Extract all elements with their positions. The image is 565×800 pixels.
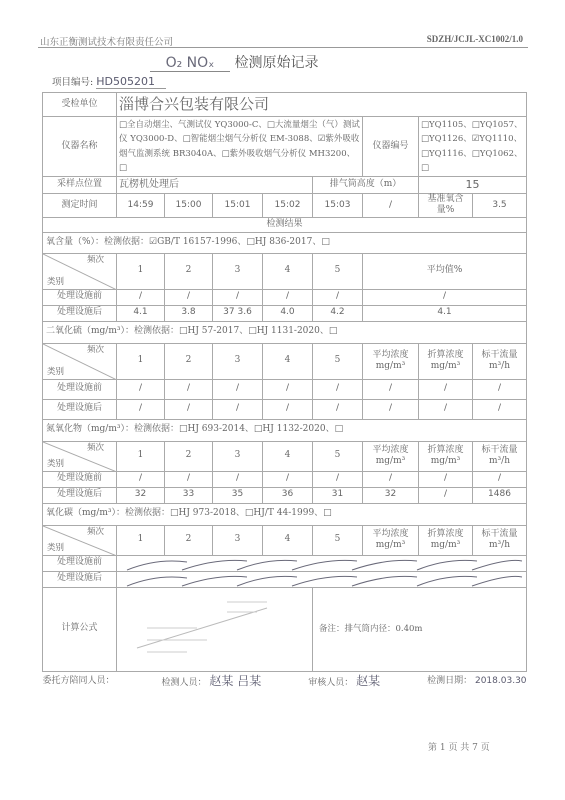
time-label: 测定时间	[43, 194, 117, 218]
freq-label: 频次	[86, 526, 104, 537]
time-1: 14:59	[117, 194, 165, 218]
o2-avg-label: 平均值%	[363, 253, 527, 289]
so2-diag-header	[43, 343, 117, 379]
faded-formula-icon	[117, 588, 317, 672]
results-title: 检测结果	[43, 217, 527, 232]
client-value: 淄博合兴包装有限公司	[117, 93, 527, 117]
nox-before-avg: /	[363, 471, 419, 487]
time-3: 15:01	[213, 194, 263, 218]
co-before-strikeout	[117, 555, 527, 571]
instrument-ids: □YQ1105、□YQ1057、□YQ1126、☑YQ1110、□YQ1116、□YQ1062、□	[419, 117, 527, 177]
co-col-2: 2	[165, 525, 213, 555]
so2-after-flow: /	[473, 399, 527, 419]
nox-after-2: 33	[165, 487, 213, 503]
o2-before-avg: /	[363, 289, 527, 305]
nox-col-1: 1	[117, 441, 165, 471]
oxygen-header: 氧含量（%）：检测依据：☑GB/T 16157-1996、□HJ 836-2017、□	[43, 232, 527, 253]
co-flow: 标干流量 m³/h	[473, 525, 527, 555]
so2-before-1: /	[117, 379, 165, 399]
o2-after-1: 4.1	[117, 305, 165, 321]
co-conv-conc: 折算浓度 mg/m³	[419, 525, 473, 555]
nox-after-1: 32	[117, 487, 165, 503]
calc-area	[117, 587, 313, 671]
o2-col-2: 2	[165, 253, 213, 289]
instrument-id-label: 仪器编号	[363, 117, 419, 177]
o2-col-3: 3	[213, 253, 263, 289]
co-col-1: 1	[117, 525, 165, 555]
remark-text: 备注：排气筒内径：0.40m	[319, 623, 423, 634]
co-diag-header	[43, 525, 117, 555]
co-before-label: 处理设施前	[43, 555, 117, 571]
title-handwritten-params: O₂ NOₓ	[150, 55, 230, 72]
sampling-value: 瓦楞机处理后	[117, 177, 313, 194]
time-6: /	[363, 194, 419, 218]
o2-after-2: 3.8	[165, 305, 213, 321]
so2-before-label: 处理设施前	[43, 379, 117, 399]
nox-col-5: 5	[313, 441, 363, 471]
o2-before-3: /	[213, 289, 263, 305]
nox-conv-conc: 折算浓度 mg/m³	[419, 441, 473, 471]
so2-after-2: /	[165, 399, 213, 419]
so2-col-5: 5	[313, 343, 363, 379]
strike-line-icon	[117, 556, 527, 572]
nox-before-4: /	[263, 471, 313, 487]
so2-after-conv: /	[419, 399, 473, 419]
so2-col-1: 1	[117, 343, 165, 379]
remark	[313, 587, 527, 671]
instrument-label: 仪器名称	[43, 117, 117, 177]
time-4: 15:02	[263, 194, 313, 218]
so2-before-conv: /	[419, 379, 473, 399]
reviewer-signature: 赵某	[356, 673, 381, 688]
time-2: 15:00	[165, 194, 213, 218]
nox-flow: 标干流量 m³/h	[473, 441, 527, 471]
o2-after-avg: 4.1	[363, 305, 527, 321]
so2-col-4: 4	[263, 343, 313, 379]
so2-after-4: /	[263, 399, 313, 419]
test-date-value: 2018.03.30	[474, 675, 527, 686]
inspector-label: 检测人员：	[161, 677, 207, 688]
nox-before-5: /	[313, 471, 363, 487]
oxygen-diag-header	[43, 253, 117, 289]
co-col-5: 5	[313, 525, 363, 555]
nox-before-1: /	[117, 471, 165, 487]
ref-o2-value: 3.5	[473, 194, 527, 218]
calc-label: 计算公式	[43, 587, 117, 671]
nox-before-conv: /	[419, 471, 473, 487]
co-after-label: 处理设施后	[43, 571, 117, 587]
nox-before-label: 处理设施前	[43, 471, 117, 487]
nox-after-3: 35	[213, 487, 263, 503]
project-label: 项目编号:	[52, 77, 94, 88]
nox-col-3: 3	[213, 441, 263, 471]
witness-label: 委托方陪同人员：	[42, 675, 115, 686]
so2-before-4: /	[263, 379, 313, 399]
nox-before-2: /	[165, 471, 213, 487]
o2-after-5: 4.2	[313, 305, 363, 321]
sampling-label: 采样点位置	[43, 177, 117, 194]
instrument-desc: □全自动烟尘、气测试仪 YQ3000-C、□大流量烟尘（气）测试仪 YQ3000-D、□智能烟尘烟气分析仪 EM-3088、☑紫外吸收烟气监测系统 BR3040A、□紫外吸收烟气分析仪 MH3200、□	[117, 117, 363, 177]
reviewer-label: 审核人员：	[308, 677, 354, 688]
project-value: HD505201	[96, 75, 166, 89]
so2-after-avg: /	[363, 399, 419, 419]
nox-after-5: 31	[313, 487, 363, 503]
so2-flow: 标干流量 m³/h	[473, 343, 527, 379]
nox-after-flow: 1486	[473, 487, 527, 503]
client-label: 受检单位	[43, 93, 117, 117]
o2-col-4: 4	[263, 253, 313, 289]
o2-before-label: 处理设施前	[43, 289, 117, 305]
category-label: 类别	[47, 458, 65, 469]
so2-before-3: /	[213, 379, 263, 399]
nox-header: 氮氧化物（mg/m³）：检测依据：□HJ 693-2014、□HJ 1132-2020、□	[43, 419, 527, 441]
nox-diag-header	[43, 441, 117, 471]
so2-before-flow: /	[473, 379, 527, 399]
so2-conv-conc: 折算浓度 mg/m³	[419, 343, 473, 379]
o2-after-4: 4.0	[263, 305, 313, 321]
stack-height-label: 排气筒高度（m）	[313, 177, 419, 194]
so2-before-5: /	[313, 379, 363, 399]
so2-before-avg: /	[363, 379, 419, 399]
signature-row	[43, 671, 527, 691]
co-col-4: 4	[263, 525, 313, 555]
so2-after-3: /	[213, 399, 263, 419]
so2-after-label: 处理设施后	[43, 399, 117, 419]
nox-col-4: 4	[263, 441, 313, 471]
nox-col-2: 2	[165, 441, 213, 471]
category-label: 类别	[47, 276, 65, 287]
category-label: 类别	[47, 542, 65, 553]
nox-after-conv: /	[419, 487, 473, 503]
freq-label: 频次	[86, 344, 104, 355]
co-avg-conc: 平均浓度 mg/m³	[363, 525, 419, 555]
record-table	[42, 92, 527, 691]
document-code: SDZH/JCJL-XC1002/1.0	[426, 34, 523, 44]
test-date-label: 检测日期：	[427, 675, 473, 686]
time-5: 15:03	[313, 194, 363, 218]
o2-after-label: 处理设施后	[43, 305, 117, 321]
o2-col-5: 5	[313, 253, 363, 289]
so2-avg-conc: 平均浓度 mg/m³	[363, 343, 419, 379]
record-title	[150, 52, 450, 72]
o2-before-5: /	[313, 289, 363, 305]
nox-avg-conc: 平均浓度 mg/m³	[363, 441, 419, 471]
nox-after-4: 36	[263, 487, 313, 503]
o2-before-2: /	[165, 289, 213, 305]
so2-after-5: /	[313, 399, 363, 419]
so2-before-2: /	[165, 379, 213, 399]
nox-after-label: 处理设施后	[43, 487, 117, 503]
header-divider	[38, 47, 528, 48]
company-name: 山东正衡测试技术有限责任公司	[40, 37, 174, 48]
o2-before-4: /	[263, 289, 313, 305]
nox-before-3: /	[213, 471, 263, 487]
o2-col-1: 1	[117, 253, 165, 289]
o2-before-1: /	[117, 289, 165, 305]
co-after-strikeout	[117, 571, 527, 587]
so2-after-1: /	[117, 399, 165, 419]
so2-col-2: 2	[165, 343, 213, 379]
nox-before-flow: /	[473, 471, 527, 487]
title-text: 检测原始记录	[234, 55, 319, 71]
co-header: 氧化碳（mg/m³）：检测依据：□HJ 973-2018、□HJ/T 44-1999、□	[43, 503, 527, 525]
category-label: 类别	[47, 366, 65, 377]
nox-after-avg: 32	[363, 487, 419, 503]
so2-header: 二氧化硫（mg/m³）：检测依据：□HJ 57-2017、□HJ 1131-2020、□	[43, 321, 527, 343]
o2-after-3: 37 3.6	[213, 305, 263, 321]
freq-label: 频次	[86, 254, 104, 265]
co-col-3: 3	[213, 525, 263, 555]
page-number: 第 1 页 共 7 页	[428, 743, 490, 753]
inspector-signature: 赵某 吕某	[209, 673, 262, 688]
strike-line-icon	[117, 572, 527, 588]
ref-o2-label: 基准氧含量%	[419, 194, 473, 218]
so2-col-3: 3	[213, 343, 263, 379]
stack-height-value: 15	[419, 177, 527, 194]
project-number	[52, 74, 166, 89]
freq-label: 频次	[86, 442, 104, 453]
